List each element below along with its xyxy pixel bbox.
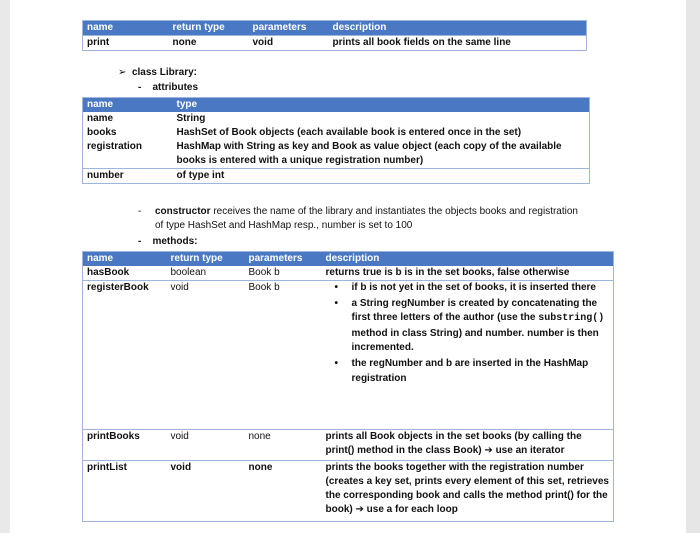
library-heading-text: class Library: (131, 67, 197, 78)
method-return-type: void (167, 461, 245, 522)
register-steps-list (326, 281, 610, 386)
method-parameters: Book b (248, 267, 280, 278)
method-description (322, 430, 614, 461)
attr-type: HashMap with String as key and Book as value object (each copy of the available books is entered with a unique registration number) (176, 141, 562, 166)
table-row (83, 281, 614, 430)
header-parameters: parameters (249, 21, 329, 36)
attributes-text: attributes (152, 82, 199, 93)
table-row (83, 36, 587, 51)
table-header-row (83, 98, 590, 113)
attributes-table (82, 97, 590, 184)
header-description: description (322, 252, 614, 267)
right-arrow-icon: ➔ (484, 445, 493, 456)
attr-type: String (176, 113, 206, 124)
cell-description: prints all book fields on the same line (332, 37, 511, 48)
method-parameters: none (245, 461, 322, 522)
table-row (83, 266, 614, 281)
table-row (83, 430, 614, 461)
list-item (326, 297, 610, 356)
right-arrow-icon: ➔ (355, 504, 364, 515)
method-description: returns true is b is in the set books, false otherwise (325, 267, 570, 278)
substring-code: substring() (538, 313, 605, 325)
table-row (83, 169, 590, 184)
attr-name: registration (87, 141, 143, 152)
table-header-row (83, 252, 614, 267)
constructor-text: receives the name of the library and instantiates the objects books and registration of type HashSet and HashMap resp., number is set to 100 (155, 206, 578, 231)
desc-text: prints all Book objects in the set books (by calling the print() method in the class Book) (325, 431, 582, 456)
header-parameters: parameters (245, 252, 322, 267)
header-return-type: return type (167, 252, 245, 267)
method-return-type: void (167, 430, 245, 461)
methods-text: methods: (152, 236, 198, 247)
constructor-keyword: constructor (155, 206, 211, 217)
header-return-type: return type (169, 21, 249, 36)
table-row (83, 112, 590, 126)
table-row (83, 461, 614, 522)
list-item: • the regNumber and b are inserted in the HashMap registration (326, 357, 610, 386)
attr-name: name (87, 113, 114, 124)
dash-bullet: - (138, 236, 142, 247)
list-item: • if b is not yet in the set of books, it is inserted there (326, 281, 610, 296)
method-return-type: void (167, 281, 245, 430)
header-name: name (83, 21, 169, 36)
arrow-bullet-icon: ➢ (118, 67, 127, 78)
dash-bullet: - (138, 206, 142, 217)
cell-return-type: none (172, 37, 197, 48)
table-row (83, 126, 590, 140)
table-header-row (83, 21, 587, 36)
method-name: printList (83, 461, 167, 522)
method-parameters: none (245, 430, 322, 461)
right-page-edge (686, 0, 700, 533)
library-class-heading (118, 67, 197, 78)
method-parameters: Book b (245, 281, 322, 430)
cell-parameters: void (252, 37, 274, 48)
method-name: hasBook (87, 267, 130, 278)
left-page-edge (0, 0, 10, 533)
attr-type: HashSet of Book objects (each available book is entered once in the set) (176, 127, 522, 138)
table-row (83, 140, 590, 169)
method-name: printBooks (83, 430, 167, 461)
step-text: a String regNumber is created by concatenating the first three letters of the author (use the (351, 297, 598, 324)
desc-text: prints the books together with the registration number (creates a key set, prints every element of this set, retrieves the corresponding book and calls the method print() for the book) (325, 462, 609, 515)
methods-label (138, 236, 197, 247)
constructor-description (138, 205, 588, 233)
method-name: registerBook (83, 281, 167, 430)
method-description (322, 281, 614, 430)
dash-bullet: - (138, 82, 142, 93)
header-description: description (329, 21, 587, 36)
print-method-table (82, 20, 587, 51)
attr-name: books (87, 127, 117, 138)
attr-type: of type int (173, 169, 590, 184)
cell-name: print (87, 37, 110, 48)
header-type: type (173, 98, 590, 113)
methods-table (82, 251, 614, 522)
attr-name: number (83, 169, 173, 184)
attributes-label (138, 82, 198, 93)
header-name: name (83, 252, 167, 267)
desc-tail: use an iterator (492, 445, 565, 456)
method-return-type: boolean (170, 267, 207, 278)
step-text: method in class String) and number. number is then incremented. (351, 327, 599, 354)
header-name: name (83, 98, 173, 113)
desc-tail: use a for each loop (363, 504, 458, 515)
method-description (322, 461, 614, 522)
